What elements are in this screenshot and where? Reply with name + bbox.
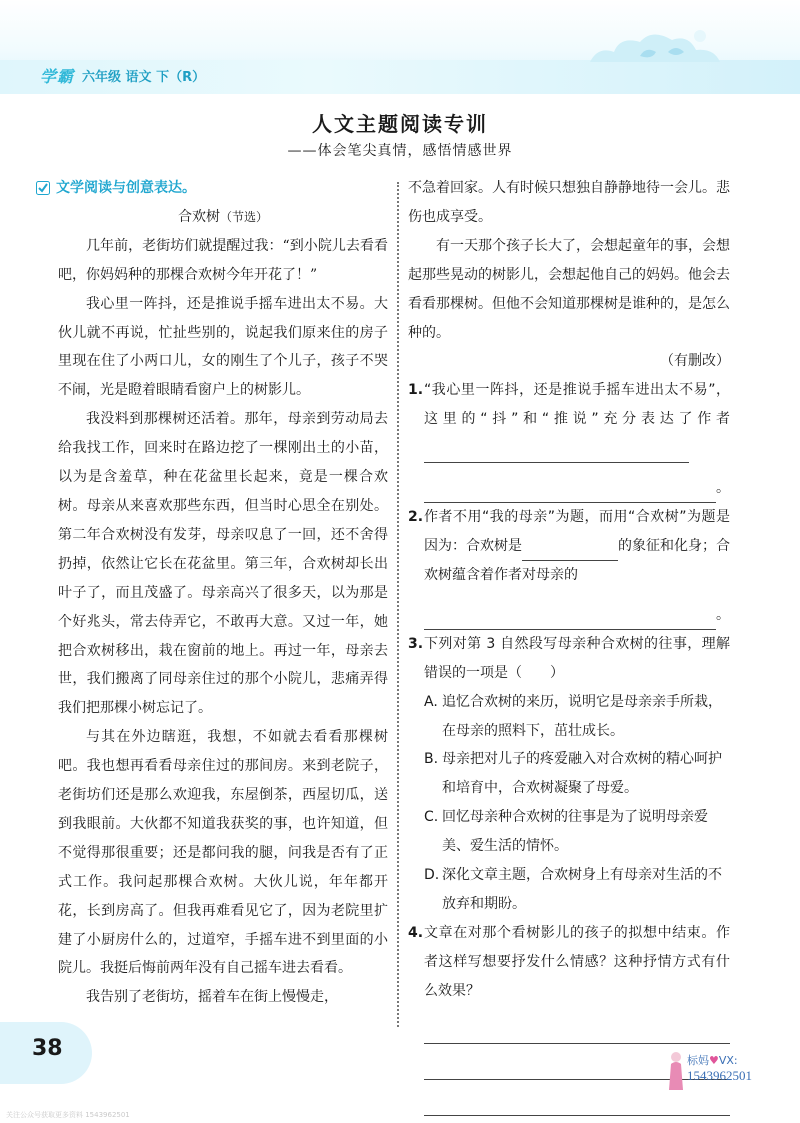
option-b[interactable] [408,745,730,803]
page-title: 人文主题阅读专训 [312,112,488,136]
cloud-decor-icon [580,22,730,72]
page-subtitle: ——体会笔尖真情，感悟情感世界 [287,143,513,159]
option-text: 深化文章主题，合欢树身上有母亲对生活的不放弃和期盼。 [442,867,722,912]
passage-title-text: 合欢树 [177,208,220,225]
check-icon [36,181,50,195]
left-column [58,174,388,1012]
section-heading [36,174,388,203]
question-number: 2. [408,509,424,526]
passage-paragraph: 我心里一阵抖，还是推说手摇车进出太不易。大伙儿就不再说，忙扯些别的，说起我们原来住的房子里现在住了小两口儿，女的刚生了个儿子，孩子不哭不闹，光是瞪着眼睛看窗户上的树影儿。 [58,295,388,399]
section-label: 文学阅读与创意表达。 [56,180,196,196]
option-text: 回忆母亲种合欢树的往事是为了说明母亲爱美、爱生活的情怀。 [442,809,708,855]
passage-paragraph: 我没料到那棵树还活着。那年，母亲到劳动局去给我找工作，回来时在路边挖了一棵刚出土的小苗，以为是含羞草，种在花盆里长起来，竟是一棵合欢树。母亲从来喜欢那些东西，但当时心思全在别处。第二年合欢树没有发芽，母亲叹息了一回，还不舍得扔掉，依然让它长在花盆里。第三年，合欢树却长出叶子了，而且茂盛了。母亲高兴了很多天，以为那是个好兆头，常去侍弄它，不敢再大意。又过一年，她把合欢树移出，栽在窗前的地上。再过一年，母亲去世，我们搬离了同母亲住过的那个小院儿，悲痛弄得我们把那棵小树忘记了。 [58,411,388,717]
answer-blank[interactable] [522,560,618,561]
question-4 [408,919,730,1006]
question-number: 4. [408,924,424,941]
question-number: 3. [408,635,424,652]
question-text: 下列对第 3 自然段写母亲种合欢树的往事，理解错误的一项是（ ） [424,635,730,681]
answer-line[interactable] [424,1114,730,1116]
answer-blank[interactable] [424,462,689,463]
watermark [667,1050,759,1092]
answer-line-row: 。 [424,590,730,630]
right-column [408,174,730,1116]
watermark-contact: 标妈♥VX: [687,1054,738,1067]
option-c[interactable] [408,803,730,861]
page-number: 38 [32,1036,63,1061]
option-a[interactable] [408,688,730,746]
book-header [40,62,205,88]
passage-continuation: 不急着回家。人有时候只想独自静静地待一会儿。悲伤也成享受。 [408,180,730,225]
passage-paragraph: 与其在外边瞎逛，我想，不如就去看看那棵树吧。我也想再看看母亲住过的那间房。来到老院子，老街坊们还是那么欢迎我，东屋倒茶，西屋切瓜，送到我眼前。大伙都不知道我获奖的事，也许知道，但不觉得那很重要；还是都问我的腿，问我是否有了正式工作。我问起那棵合欢树。大伙儿说，年年都开花，长到房高了。但我再难看见它了，因为老院里扩建了小厨房什么的，过道窄，手摇车进不到里面的小院儿。我挺后悔前两年没有自己摇车进去看看。 [58,729,388,977]
heart-icon: ♥ [709,1054,719,1067]
watermark-number: 1543962501 [687,1068,752,1083]
passage-paragraph: 有一天那个孩子长大了，会想起童年的事，会想起那些晃动的树影儿，会想起他自己的妈妈。他会去看看那棵树。但他不会知道那棵树是谁种的，是怎么种的。 [408,237,730,341]
option-d[interactable] [408,861,730,919]
option-text: 母亲把对儿子的疼爱融入对合欢树的精心呵护和培育中，合欢树凝聚了母爱。 [442,751,722,797]
answer-line-row: 。 [424,463,730,503]
question-text: 文章在对那个看树影儿的孩子的拟想中结束。作者这样写想要抒发什么情感？这种抒情方式有什么效果？ [424,924,730,999]
passage-title-note: （节选） [219,209,268,224]
source-note: （有删改） [660,353,730,370]
grade-subject-label: 六年级 语文 下（R） [82,69,206,85]
footer-tiny-text: 关注公众号获取更多资料 1543962501 [6,1111,130,1119]
passage-title [58,203,388,232]
question-2 [408,503,730,590]
question-1 [408,376,730,463]
passage-paragraph: 几年前，老街坊们就提醒过我：“到小院儿去看看吧，你妈妈种的那棵合欢树今年开花了！” [58,237,388,283]
option-key: A. [424,693,438,710]
option-key: B. [424,751,439,768]
passage-paragraph: 我告别了老街坊，摇着车在街上慢慢走， [86,989,338,1006]
option-key: D. [424,867,440,884]
question-3 [408,630,730,688]
column-divider [397,182,399,1027]
question-number: 1. [408,382,424,399]
question-text: “我心里一阵抖，还是推说手摇车进出太不易”，这里的“抖”和“推说”充分表达了作者 [424,376,730,463]
brand-logo: 学霸 [40,66,75,86]
option-text: 追忆合欢树的来历，说明它是母亲亲手所栽，在母亲的照料下，茁壮成长。 [442,693,722,739]
question-text: 作者不用“我的母亲”为题，而用“合欢树”为题是因为：合欢树是 的象征和化身；合欢树蕴含着作者对母亲的 [424,509,730,583]
girl-figure-icon [667,1050,685,1092]
option-key: C. [424,809,439,826]
